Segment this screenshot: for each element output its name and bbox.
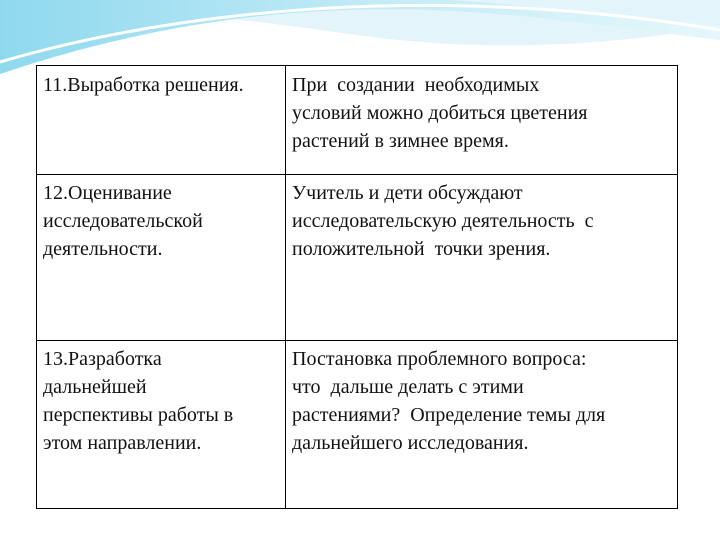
- step-text: деятельности.: [43, 238, 163, 260]
- description-line: Постановка проблемного вопроса:: [292, 348, 587, 370]
- step-text: 11.Выработка решения.: [43, 74, 244, 96]
- step-text: дальнейшей: [43, 376, 147, 398]
- description-line: растениями? Определение темы для: [292, 404, 606, 426]
- description-line: положительной точки зрения.: [292, 238, 551, 260]
- step-text: 13.Разработка: [43, 348, 162, 370]
- step-text: этом направлении.: [43, 432, 202, 454]
- description-line: исследовательскую деятельность с: [292, 210, 594, 232]
- step-text: исследовательской: [43, 210, 203, 232]
- step-cell: [37, 341, 286, 509]
- table-row: [37, 66, 678, 175]
- description-cell: [286, 66, 678, 175]
- steps-table: [36, 65, 678, 509]
- step-cell: [37, 175, 286, 341]
- description-line: что дальше делать с этими: [292, 376, 524, 398]
- description-line: растений в зимнее время.: [292, 130, 509, 152]
- table-row: [37, 341, 678, 509]
- description-line: дальнейшего исследования.: [292, 432, 529, 454]
- description-cell: [286, 175, 678, 341]
- description-line: Учитель и дети обсуждают: [292, 182, 523, 204]
- description-cell: [286, 341, 678, 509]
- step-text: 12.Оценивание: [43, 182, 172, 204]
- step-text: перспективы работы в: [43, 404, 234, 426]
- table-row: [37, 175, 678, 341]
- step-cell: [37, 66, 286, 175]
- description-line: При создании необходимых: [292, 74, 540, 96]
- description-line: условий можно добиться цветения: [292, 102, 588, 124]
